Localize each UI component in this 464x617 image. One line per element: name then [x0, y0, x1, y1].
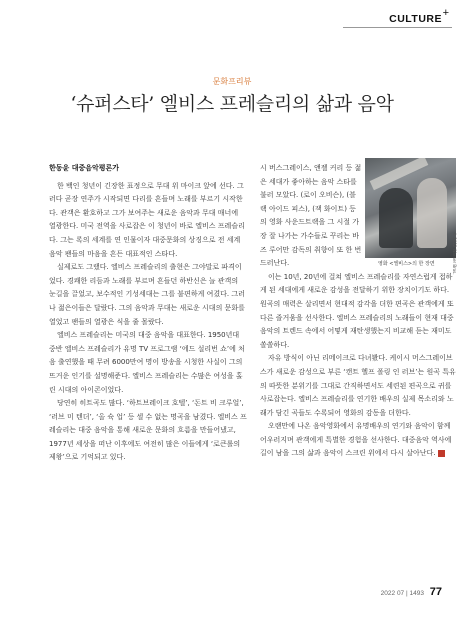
paragraph: 자유 방식이 아닌 리메이크로 다녀봤다. 케이시 머스그레이브스가 새로운 감성으로 부른 ‘캔트 헬프 폴링 인 러브’는 원곡 특유의 따뜻한 분위기를 그대로 간직하면서도 세련된 편곡으로 귀를 사로잡는다. 엘비스 프레슬리를 연기한 배우의 실제 목소리와 노래가 담긴 곡들도 수록되어 영화의 감동을 더한다.: [260, 354, 456, 417]
plus-icon: +: [442, 7, 449, 19]
photo-figure: [379, 188, 413, 248]
paragraph: 엘비스 프레슬리는 미국의 대중 음악을 대표한다. 1950년대 중반 엘비스 프레슬리가 유명 TV 프로그램 ‘에드 설리번 쇼’에 처음 출연했을 때 무려 6000만여 명이 방송을 시청한 사실이 그의 뜨거운 인기를 설명해준다. 엘비스 프레슬리는 수많은 여성을 홀린 시대의 아이콘이었다.: [49, 331, 245, 394]
page-footer: [381, 586, 442, 598]
issue-info: 2022 07 | 1493: [380, 590, 424, 597]
end-mark-icon: K: [438, 450, 445, 457]
photo-credit: © 2022 Warner Bros.: [452, 232, 457, 275]
article-kicker: 문화프리뷰: [212, 77, 252, 86]
paragraph: 한 백인 청년이 긴장한 표정으로 무대 위 마이크 앞에 선다. 그러다 곧장 연주가 시작되면 다리를 흔들며 노래를 부르기 시작한다. 관객은 환호하고 그가 보여주는 새로운 음악과 무대 매너에 열광한다. 미국 전역을 사로잡은 이 청년이 바로 엘비스 프레슬리다. 그는 록의 세계를 연 인물이자 대중문화의 상징으로 전 세계 음악 팬들의 마음을 흔든 대표적인 스타다.: [49, 181, 245, 258]
left-column: [49, 162, 247, 465]
article-title: ‘슈퍼스타’ 엘비스 프레슬리의 삶과 음악: [70, 93, 394, 115]
section-label: CULTURE: [389, 13, 442, 25]
paragraph: 이는 10년, 20년에 걸쳐 엘비스 프레슬리를 자연스럽게 접하게 된 세대에게 새로운 감성을 전달하기 위한 장치이기도 하다. 원곡의 매력은 살리면서 현대적 감각을 더한 편곡은 관객에게 또 다른 즐거움을 선사한다. 엘비스 프레슬리의 노래들이 현재 대중음악의 트렌드 속에서 어떻게 재탄생했는지 비교해 듣는 재미도 쏠쏠하다.: [260, 272, 454, 349]
movie-still-photo: [365, 158, 456, 258]
paragraph: [260, 420, 456, 461]
byline: 한동윤 대중음악평론가: [49, 164, 120, 172]
paragraph: 당연히 히트곡도 많다. ‘하트브레이크 호텔’, ‘돈트 비 크루얼’, ‘러브 미 텐더’, ‘올 슉 업’ 등 셀 수 없는 명곡을 남겼다. 엘비스 프레슬리는 대중 음악을 통해 새로운 문화의 흐름을 만들어냈고, 1977년 세상을 떠난 이후에도 여전히 많은 이들에게 ‘로큰롤의 제왕’으로 기억되고 있다.: [49, 399, 247, 462]
header-divider: [343, 27, 452, 28]
photo-caption: 영화 <엘비스>의 한 장면: [378, 261, 435, 267]
paragraph: 시 버스그레이스, 앤젤 커리 등 젊은 세대가 좋아하는 음악 스타를 불러 모았다. (로이 오비슨), (블랙 아이드 피스), (잭 화이트) 등의 영화 사운드트랙을 그 시절 가장 잘 나가는 가수들로 꾸리는 바즈 루어만 감독의 취향이 또 한 번 드러난다.: [260, 164, 362, 268]
page-number: 77: [429, 586, 442, 598]
photo-figure: [417, 178, 447, 248]
paragraph-text: 오랜만에 나온 음악영화에서 유명배우의 연기와 음악이 함께 어우러지며 관객에게 특별한 경험을 선사한다. 대중음악 역사에 길이 남을 그의 삶과 음악이 스크린 위에서 다시 살아난다.: [260, 422, 452, 458]
paragraph: 실제로도 그랬다. 엘비스 프레슬리의 출현은 그야말로 파격이었다. 경쾌한 리듬과 노래를 부르며 흔들던 하반신은 늘 관객의 눈길을 끌었고, 보수적인 기성세대는 그를 불편하게 여겼다. 그러나 젊은이들은 달랐다. 그의 음악과 무대는 새로운 시대의 문화를 열었고 팬들의 열광은 식을 줄 몰랐다.: [49, 263, 245, 326]
